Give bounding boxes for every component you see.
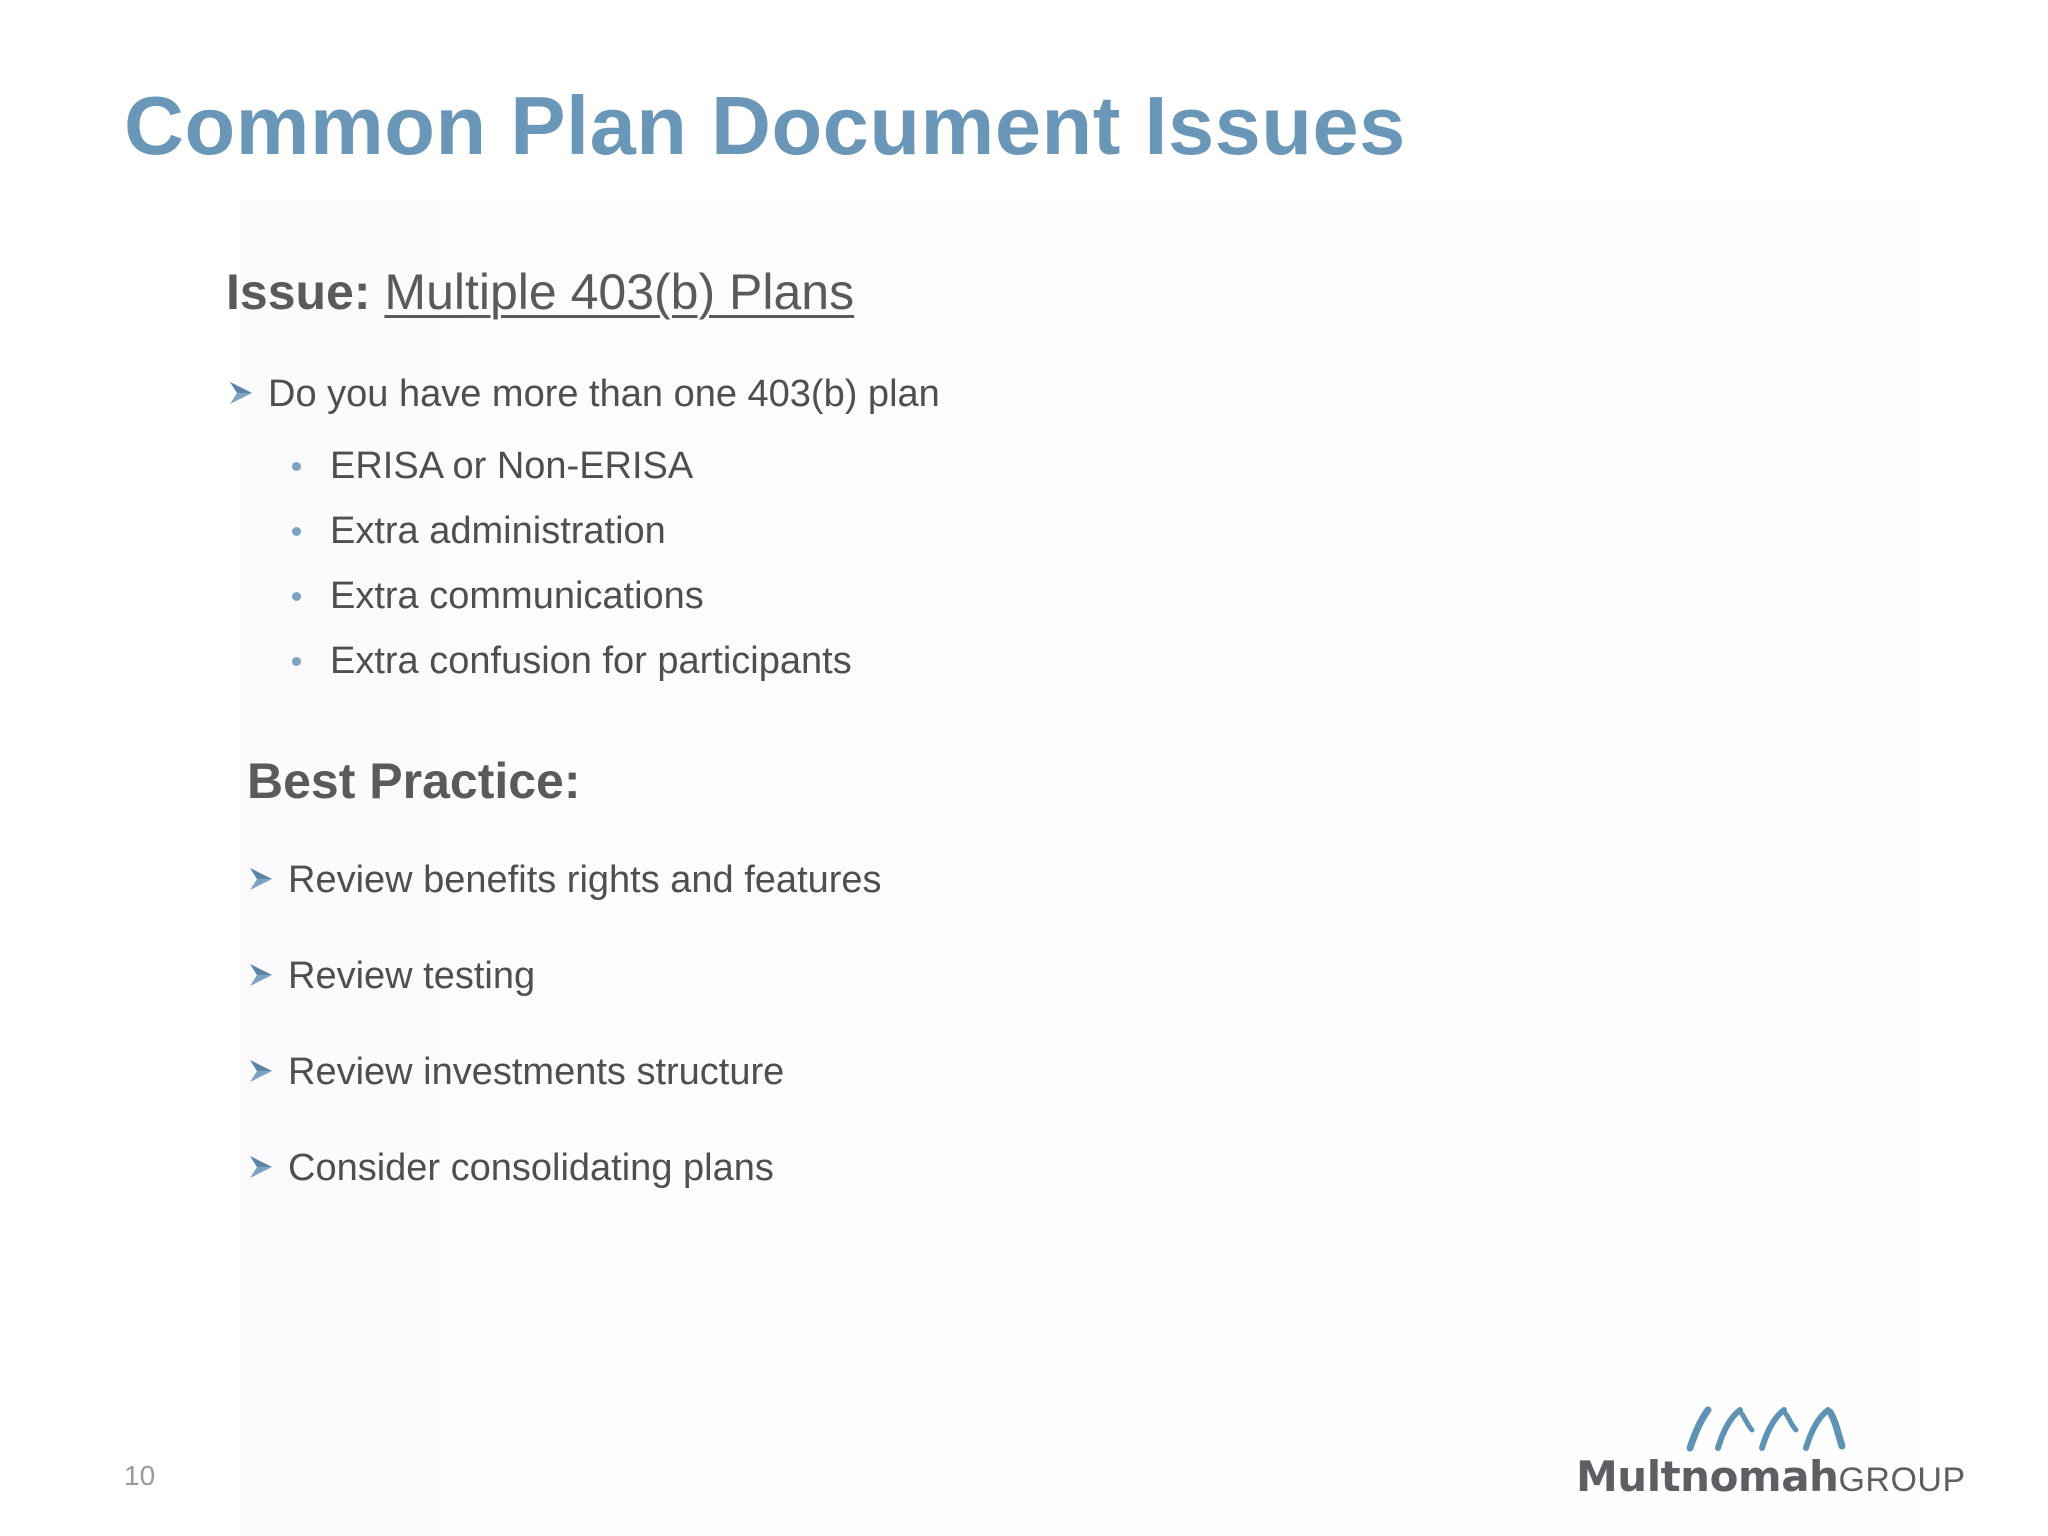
issue-sub-list	[290, 434, 852, 694]
best-practice-list	[248, 856, 882, 1240]
list-item	[248, 1144, 882, 1240]
list-item-text: Consider consolidating plans	[288, 1147, 774, 1189]
list-item-text: Extra administration	[330, 510, 666, 552]
logo-suffix: GROUP	[1838, 1461, 1966, 1499]
list-item-text: Review benefits rights and features	[288, 859, 882, 901]
list-item	[290, 499, 852, 564]
logo-wordmark	[1576, 1452, 1966, 1512]
issue-label: Issue:	[226, 264, 371, 320]
page-number: 10	[124, 1460, 156, 1491]
list-item-text: Extra communications	[330, 575, 704, 617]
issue-heading	[226, 262, 854, 322]
list-item-text: Extra confusion for participants	[330, 640, 852, 682]
list-item	[248, 1048, 882, 1144]
bullet-dot-icon	[292, 657, 301, 666]
issue-question-text: Do you have more than one 403(b) plan	[268, 373, 940, 415]
bullet-dot-icon	[292, 462, 301, 471]
bullet-dot-icon	[292, 592, 301, 601]
arrow-bullet-icon	[248, 961, 274, 989]
slide-title: Common Plan Document Issues	[124, 79, 1406, 172]
list-item-text: Review testing	[288, 955, 536, 997]
bullet-dot-icon	[292, 527, 301, 536]
list-item	[248, 952, 882, 1048]
arrow-bullet-icon	[248, 865, 274, 893]
issue-question	[228, 370, 940, 418]
list-item	[290, 564, 852, 629]
multnomah-wave-logo-icon	[1682, 1400, 1852, 1454]
list-item-text: Review investments structure	[288, 1051, 785, 1093]
best-practice-heading: Best Practice:	[247, 753, 581, 809]
list-item	[248, 856, 882, 952]
company-logo	[1576, 1400, 1976, 1510]
arrow-bullet-icon	[248, 1057, 274, 1085]
issue-topic: Multiple 403(b) Plans	[384, 264, 855, 320]
list-item	[290, 629, 852, 694]
arrow-bullet-icon	[228, 379, 254, 407]
arrow-bullet-icon	[248, 1153, 274, 1181]
logo-name: Multnomah	[1576, 1452, 1839, 1501]
list-item-text: ERISA or Non-ERISA	[330, 445, 694, 487]
list-item	[290, 434, 852, 499]
